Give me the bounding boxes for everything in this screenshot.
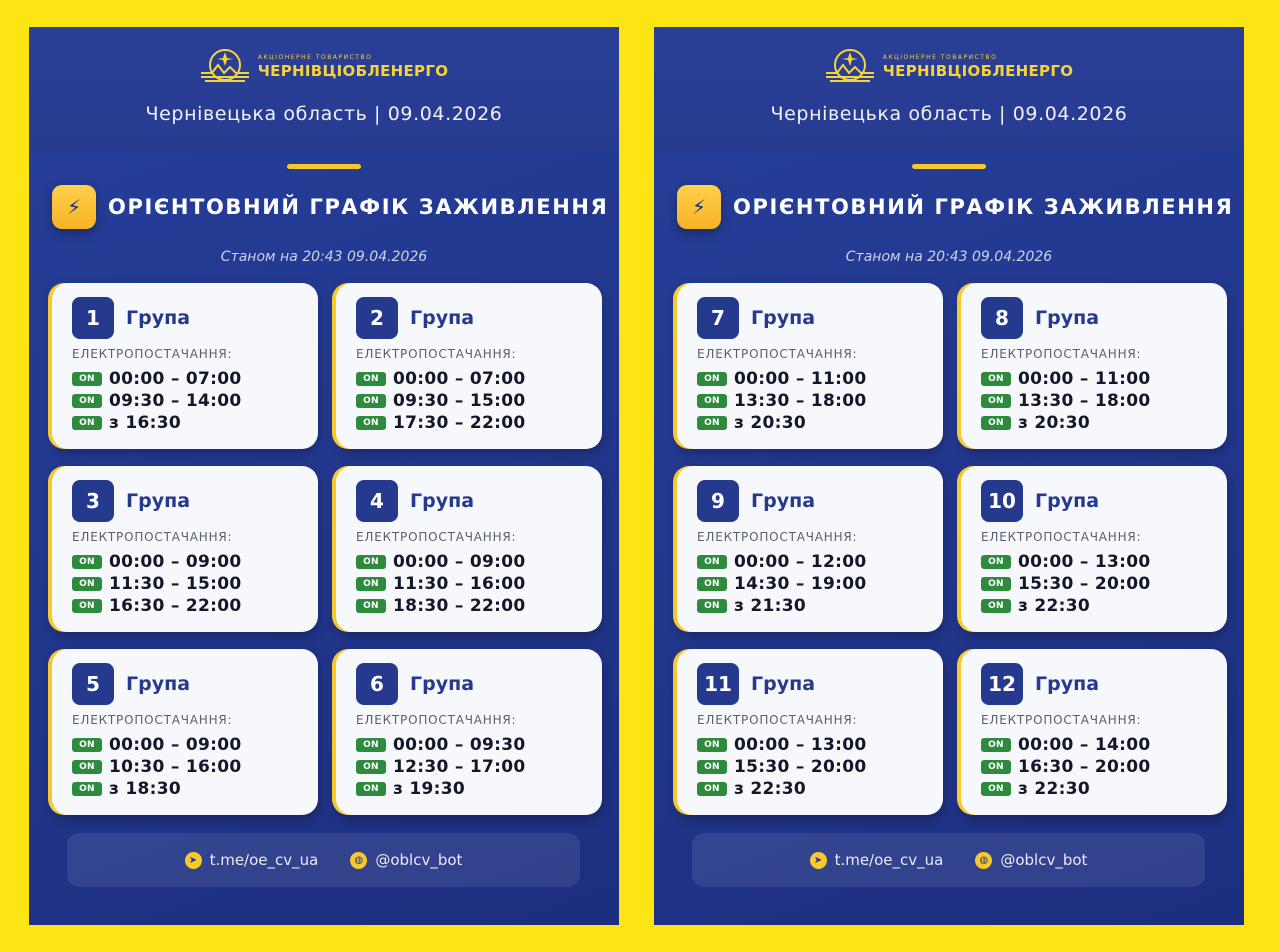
company-logo — [654, 47, 1244, 87]
slot-time: 00:00 – 12:00 — [734, 552, 867, 572]
on-badge: ON — [697, 738, 727, 752]
status-timestamp: Станом на 20:43 09.04.2026 — [220, 249, 428, 265]
group-number: 3 — [72, 480, 114, 522]
time-slot — [356, 412, 586, 434]
group-card — [52, 283, 318, 449]
slot-time: з 18:30 — [109, 779, 182, 799]
slot-time: 11:30 – 15:00 — [109, 574, 242, 594]
time-slot — [356, 595, 586, 617]
group-card — [336, 649, 602, 815]
slot-time: 00:00 – 09:30 — [393, 735, 526, 755]
time-slot — [72, 551, 302, 573]
on-badge: ON — [697, 760, 727, 774]
footer-links — [67, 833, 580, 887]
globe-icon: ◍ — [975, 852, 992, 869]
slot-time: 00:00 – 11:00 — [1018, 369, 1151, 389]
on-badge: ON — [356, 555, 386, 569]
time-slot — [697, 778, 927, 800]
time-slot — [72, 573, 302, 595]
slot-time: 18:30 – 22:00 — [393, 596, 526, 616]
status-timestamp: Станом на 20:43 09.04.2026 — [845, 249, 1053, 265]
time-slot — [697, 756, 927, 778]
time-slot — [981, 412, 1211, 434]
time-slot — [356, 756, 586, 778]
time-slot — [72, 390, 302, 412]
slot-time: з 22:30 — [1018, 779, 1091, 799]
group-number: 10 — [981, 480, 1023, 522]
on-badge: ON — [72, 394, 102, 408]
accent-divider — [287, 164, 361, 169]
group-number: 1 — [72, 297, 114, 339]
logo-company-name: ЧЕРНІВЦІОБЛЕНЕРГО — [257, 62, 449, 80]
slot-time: 00:00 – 13:00 — [734, 735, 867, 755]
schedule-panel-left — [29, 27, 619, 925]
slot-time: 15:30 – 20:00 — [734, 757, 867, 777]
bot-link-text: @oblcv_bot — [375, 851, 463, 869]
time-slot — [697, 734, 927, 756]
logo-company-name: ЧЕРНІВЦІОБЛЕНЕРГО — [882, 62, 1074, 80]
group-card — [52, 649, 318, 815]
on-badge: ON — [981, 782, 1011, 796]
group-label: Група — [751, 490, 816, 512]
bot-link-text: @oblcv_bot — [1000, 851, 1088, 869]
on-badge: ON — [981, 577, 1011, 591]
slot-time: 09:30 – 14:00 — [109, 391, 242, 411]
slot-time: з 20:30 — [734, 413, 807, 433]
supply-label: ЕЛЕКТРОПОСТАЧАННЯ: — [981, 530, 1142, 544]
lightning-bolt-icon: ⚡ — [677, 185, 721, 229]
on-badge: ON — [981, 738, 1011, 752]
schedule-title-row — [677, 185, 1234, 229]
time-slot — [981, 595, 1211, 617]
on-badge: ON — [356, 782, 386, 796]
on-badge: ON — [356, 760, 386, 774]
on-badge: ON — [697, 372, 727, 386]
on-badge: ON — [697, 599, 727, 613]
time-slot — [72, 734, 302, 756]
time-slot — [356, 573, 586, 595]
supply-label: ЕЛЕКТРОПОСТАЧАННЯ: — [697, 347, 858, 361]
accent-divider — [912, 164, 986, 169]
time-slot — [72, 756, 302, 778]
group-label: Група — [410, 673, 475, 695]
region-date-subtitle: Чернівецька область | 09.04.2026 — [145, 103, 503, 125]
on-badge: ON — [981, 599, 1011, 613]
footer-links — [692, 833, 1205, 887]
on-badge: ON — [72, 760, 102, 774]
group-number: 9 — [697, 480, 739, 522]
group-card — [677, 283, 943, 449]
supply-label: ЕЛЕКТРОПОСТАЧАННЯ: — [72, 347, 233, 361]
schedule-title: ОРІЄНТОВНИЙ ГРАФІК ЗАЖИВЛЕННЯ — [733, 195, 1234, 219]
group-number: 11 — [697, 663, 739, 705]
slot-time: 16:30 – 20:00 — [1018, 757, 1151, 777]
on-badge: ON — [72, 372, 102, 386]
group-card — [961, 283, 1227, 449]
on-badge: ON — [356, 577, 386, 591]
on-badge: ON — [356, 416, 386, 430]
slot-time: з 16:30 — [109, 413, 182, 433]
on-badge: ON — [356, 394, 386, 408]
group-label: Група — [126, 307, 191, 329]
group-label: Група — [410, 307, 475, 329]
bot-link[interactable] — [975, 851, 1087, 869]
slot-time: 14:30 – 19:00 — [734, 574, 867, 594]
supply-label: ЕЛЕКТРОПОСТАЧАННЯ: — [356, 347, 517, 361]
on-badge: ON — [72, 416, 102, 430]
time-slot — [981, 734, 1211, 756]
group-number: 8 — [981, 297, 1023, 339]
group-number: 6 — [356, 663, 398, 705]
slot-time: 00:00 – 11:00 — [734, 369, 867, 389]
time-slot — [981, 778, 1211, 800]
time-slot — [356, 368, 586, 390]
time-slot — [697, 390, 927, 412]
group-card — [961, 466, 1227, 632]
group-label: Група — [1035, 490, 1100, 512]
logo-small-text: АКЦІОНЕРНЕ ТОВАРИСТВО — [257, 54, 373, 61]
lightning-bolt-icon: ⚡ — [52, 185, 96, 229]
on-badge: ON — [981, 372, 1011, 386]
time-slot — [356, 778, 586, 800]
time-slot — [981, 368, 1211, 390]
time-slot — [981, 551, 1211, 573]
on-badge: ON — [72, 555, 102, 569]
group-card — [961, 649, 1227, 815]
header-band — [654, 27, 1244, 151]
logo-small-text: АКЦІОНЕРНЕ ТОВАРИСТВО — [882, 54, 998, 61]
supply-label: ЕЛЕКТРОПОСТАЧАННЯ: — [981, 347, 1142, 361]
on-badge: ON — [72, 577, 102, 591]
group-label: Група — [751, 307, 816, 329]
telegram-channel-link[interactable] — [810, 851, 944, 869]
group-number: 12 — [981, 663, 1023, 705]
time-slot — [697, 368, 927, 390]
time-slot — [72, 412, 302, 434]
header-band — [29, 27, 619, 151]
telegram-link-text: t.me/oe_cv_ua — [834, 851, 944, 869]
slot-time: 00:00 – 09:00 — [393, 552, 526, 572]
group-label: Група — [126, 673, 191, 695]
supply-label: ЕЛЕКТРОПОСТАЧАННЯ: — [356, 530, 517, 544]
group-number: 4 — [356, 480, 398, 522]
time-slot — [72, 595, 302, 617]
slot-time: 16:30 – 22:00 — [109, 596, 242, 616]
slot-time: 00:00 – 07:00 — [109, 369, 242, 389]
group-number: 7 — [697, 297, 739, 339]
supply-label: ЕЛЕКТРОПОСТАЧАННЯ: — [72, 530, 233, 544]
group-label: Група — [126, 490, 191, 512]
slot-time: 00:00 – 09:00 — [109, 552, 242, 572]
telegram-link-text: t.me/oe_cv_ua — [209, 851, 319, 869]
bot-link[interactable] — [350, 851, 462, 869]
supply-label: ЕЛЕКТРОПОСТАЧАННЯ: — [72, 713, 233, 727]
schedule-panel-right — [654, 27, 1244, 925]
on-badge: ON — [356, 599, 386, 613]
time-slot — [981, 390, 1211, 412]
on-badge: ON — [981, 416, 1011, 430]
on-badge: ON — [697, 416, 727, 430]
on-badge: ON — [356, 372, 386, 386]
time-slot — [981, 756, 1211, 778]
on-badge: ON — [72, 782, 102, 796]
on-badge: ON — [981, 555, 1011, 569]
on-badge: ON — [697, 394, 727, 408]
on-badge: ON — [697, 555, 727, 569]
power-mountain-logo-icon — [825, 48, 875, 86]
telegram-channel-link[interactable] — [185, 851, 319, 869]
on-badge: ON — [697, 577, 727, 591]
slot-time: 00:00 – 07:00 — [393, 369, 526, 389]
slot-time: 10:30 – 16:00 — [109, 757, 242, 777]
slot-time: 12:30 – 17:00 — [393, 757, 526, 777]
time-slot — [356, 390, 586, 412]
slot-time: 00:00 – 13:00 — [1018, 552, 1151, 572]
on-badge: ON — [697, 782, 727, 796]
time-slot — [981, 573, 1211, 595]
on-badge: ON — [72, 738, 102, 752]
slot-time: з 21:30 — [734, 596, 807, 616]
group-card — [52, 466, 318, 632]
slot-time: з 19:30 — [393, 779, 466, 799]
time-slot — [697, 412, 927, 434]
telegram-icon: ➤ — [810, 852, 827, 869]
slot-time: 09:30 – 15:00 — [393, 391, 526, 411]
telegram-icon: ➤ — [185, 852, 202, 869]
slot-time: з 20:30 — [1018, 413, 1091, 433]
on-badge: ON — [356, 738, 386, 752]
time-slot — [356, 734, 586, 756]
slot-time: 15:30 – 20:00 — [1018, 574, 1151, 594]
slot-time: 13:30 – 18:00 — [1018, 391, 1151, 411]
slot-time: 00:00 – 14:00 — [1018, 735, 1151, 755]
globe-icon: ◍ — [350, 852, 367, 869]
schedule-title: ОРІЄНТОВНИЙ ГРАФІК ЗАЖИВЛЕННЯ — [108, 195, 609, 219]
on-badge: ON — [72, 599, 102, 613]
on-badge: ON — [981, 394, 1011, 408]
group-label: Група — [410, 490, 475, 512]
power-mountain-logo-icon — [200, 48, 250, 86]
group-label: Група — [751, 673, 816, 695]
slot-time: 00:00 – 09:00 — [109, 735, 242, 755]
time-slot — [697, 595, 927, 617]
region-date-subtitle: Чернівецька область | 09.04.2026 — [770, 103, 1128, 125]
slot-time: 11:30 – 16:00 — [393, 574, 526, 594]
slot-time: 17:30 – 22:00 — [393, 413, 526, 433]
supply-label: ЕЛЕКТРОПОСТАЧАННЯ: — [981, 713, 1142, 727]
slot-time: з 22:30 — [734, 779, 807, 799]
slot-time: з 22:30 — [1018, 596, 1091, 616]
group-label: Група — [1035, 673, 1100, 695]
company-logo — [29, 47, 619, 87]
group-card — [336, 283, 602, 449]
time-slot — [697, 573, 927, 595]
group-number: 2 — [356, 297, 398, 339]
supply-label: ЕЛЕКТРОПОСТАЧАННЯ: — [356, 713, 517, 727]
group-card — [677, 466, 943, 632]
supply-label: ЕЛЕКТРОПОСТАЧАННЯ: — [697, 530, 858, 544]
time-slot — [72, 368, 302, 390]
supply-label: ЕЛЕКТРОПОСТАЧАННЯ: — [697, 713, 858, 727]
schedule-title-row — [52, 185, 609, 229]
group-label: Група — [1035, 307, 1100, 329]
group-number: 5 — [72, 663, 114, 705]
group-card — [336, 466, 602, 632]
slot-time: 13:30 – 18:00 — [734, 391, 867, 411]
on-badge: ON — [981, 760, 1011, 774]
group-card — [677, 649, 943, 815]
time-slot — [697, 551, 927, 573]
time-slot — [72, 778, 302, 800]
time-slot — [356, 551, 586, 573]
